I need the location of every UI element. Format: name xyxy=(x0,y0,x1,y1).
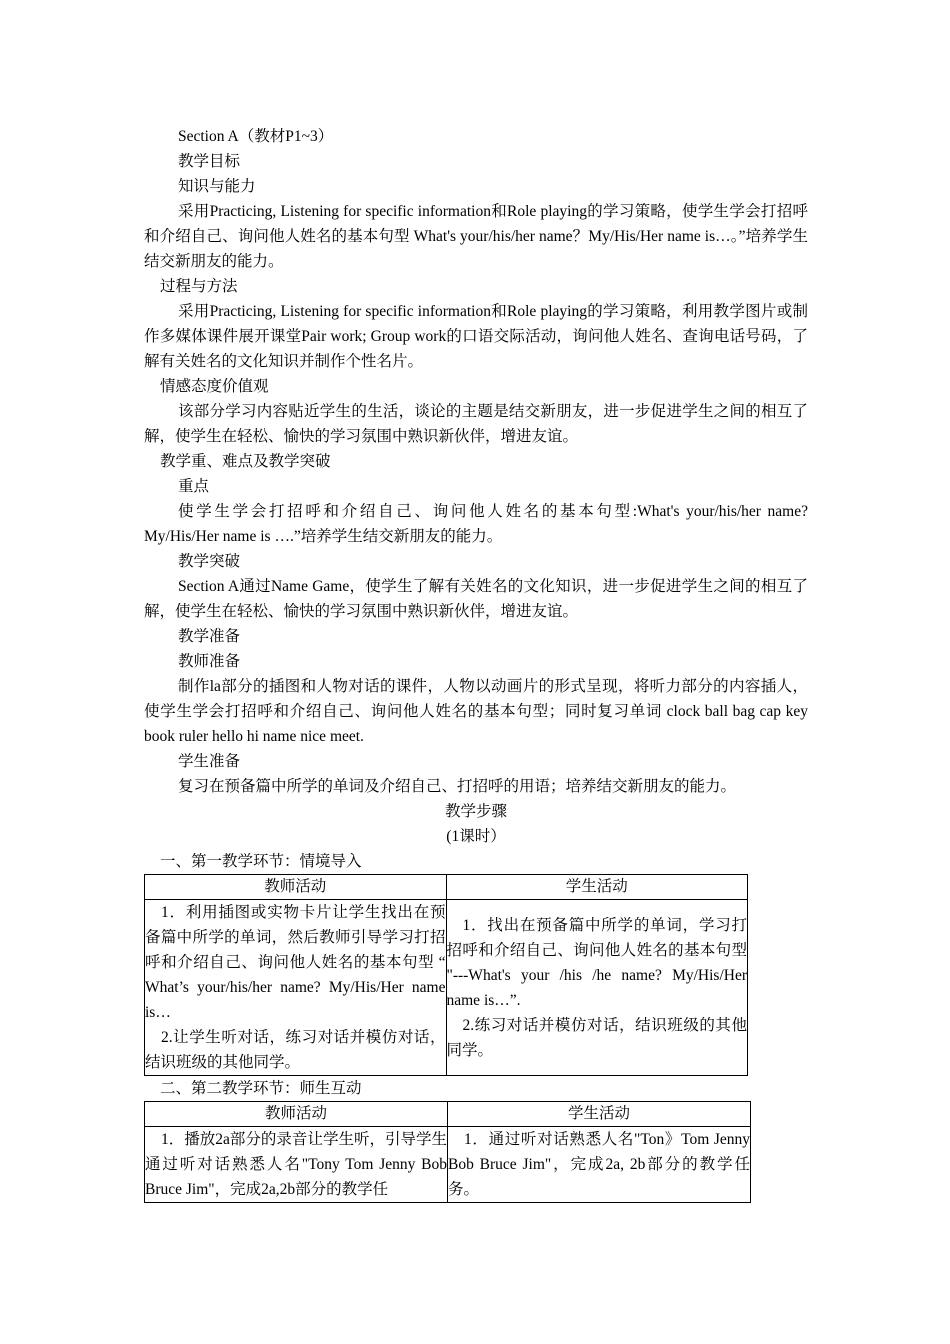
table-header-row xyxy=(145,875,748,900)
stage2-teacher-item-1: 1．播放2a部分的录音让学生听，引导学生通过听对话熟悉人名"Tony Tom Jenny Bob Bruce Jim"，完成2a,2b部分的教学任 xyxy=(145,1131,447,1198)
stage2-heading: 二、第二教学环节：师生互动 xyxy=(160,1080,362,1097)
stage1-heading: 一、第一教学环节：情境导入 xyxy=(160,853,362,870)
student-prep-paragraph: 复习在预备篇中所学的单词及介绍自己、打招呼的用语；培养结交新朋友的能力。 xyxy=(178,778,737,795)
focus-heading: 重点 xyxy=(178,478,210,495)
table-header-row xyxy=(145,1102,751,1127)
objectives-heading: 教学目标 xyxy=(178,153,241,170)
stage1-teacher-item-2: 2.让学生听对话，练习对话并模仿对话，结识班级的其他同学。 xyxy=(145,1029,446,1071)
col-teacher-activity: 教师活动 xyxy=(145,1102,448,1127)
student-prep-heading: 学生准备 xyxy=(178,753,241,770)
focus-paragraph: 使学生学会打招呼和介绍自己、询问他人姓名的基本句型:What's your/his/her name? My/His/Her name is ….”培养学生结交新朋友的能力。 xyxy=(144,503,808,545)
breakthrough-paragraph: Section A通过Name Game，使学生了解有关姓名的文化知识，进一步促进学生之间的相互了解，使学生在轻松、愉快的学习氛围中熟识新伙伴，增进友谊。 xyxy=(144,578,808,620)
stage2-teacher-cell xyxy=(145,1127,448,1203)
knowledge-paragraph: 采用Practicing, Listening for specific information和Role playing的学习策略，使学生学会打招呼和介绍自己、询问他人姓名的基本句型 What's your/his/her name？My/His/Her name is…。”培养学生结交新朋友的能力。 xyxy=(144,203,808,270)
stage1-student-item-2: 2.练习对话并模仿对话，结识班级的其他同学。 xyxy=(446,1016,747,1059)
process-paragraph: 采用Practicing, Listening for specific information和Role playing的学习策略，利用教学图片或制作多媒体课件展开课堂Pair work; Group work的口语交际活动，询问他人姓名、查询电话号码，了解有关姓名的文化知识并制作个性名片。 xyxy=(144,303,808,370)
prep-heading: 教学准备 xyxy=(178,628,241,645)
teacher-prep-paragraph: 制作la部分的插图和人物对话的课件，人物以动画片的形式呈现，将听力部分的内容插人，使学生学会打招呼和介绍自己、询问他人姓名的基本句型；同时复习单词 clock ball bag cap key book ruler hello hi name nice meet. xyxy=(144,678,808,745)
stage1-student-cell xyxy=(446,900,748,1076)
process-heading: 过程与方法 xyxy=(160,278,238,295)
stage1-student-item-1: 1．找出在预备篇中所学的单词，学习打招呼和介绍自己、询问他人姓名的基本句型 "---What's your /his /he name? My/His/Her name is…”. xyxy=(446,916,747,1009)
stage1-teacher-cell xyxy=(145,900,447,1076)
steps-hours: (1课时） xyxy=(446,828,506,845)
col-student-activity: 学生活动 xyxy=(448,1102,751,1127)
col-student-activity: 学生活动 xyxy=(446,875,748,900)
table-row xyxy=(145,1127,751,1203)
section-heading: Section A（教材P1~3） xyxy=(178,128,334,145)
table-row xyxy=(145,900,748,1076)
knowledge-heading: 知识与能力 xyxy=(178,178,256,195)
emotion-heading: 情感态度价值观 xyxy=(160,378,269,395)
teacher-prep-heading: 教师准备 xyxy=(178,653,241,670)
stage2-student-item-1: 1．通过听对话熟悉人名"Ton》Tom Jenny Bob Bruce Jim"，完成2a, 2b部分的教学任务。 xyxy=(448,1131,750,1198)
stage1-table xyxy=(144,874,748,1076)
document xyxy=(144,124,808,1203)
col-teacher-activity: 教师活动 xyxy=(145,875,447,900)
breakthrough-heading: 教学突破 xyxy=(178,553,241,570)
stage2-student-cell xyxy=(448,1127,751,1203)
steps-heading: 教学步骤 xyxy=(444,803,507,820)
stage1-teacher-item-1: 1．利用插图或实物卡片让学生找出在预备篇中所学的单词，然后教师引导学习打招呼和介绍自己、询问他人姓名的基本句型 “ What’s your/his/her name? My/His/Her name is… xyxy=(145,904,446,1021)
key-points-heading: 教学重、难点及教学突破 xyxy=(160,453,331,470)
emotion-paragraph: 该部分学习内容贴近学生的生活，谈论的主题是结交新朋友，进一步促进学生之间的相互了解，使学生在轻松、愉快的学习氛围中熟识新伙伴，增进友谊。 xyxy=(144,403,808,445)
stage2-table xyxy=(144,1101,751,1203)
